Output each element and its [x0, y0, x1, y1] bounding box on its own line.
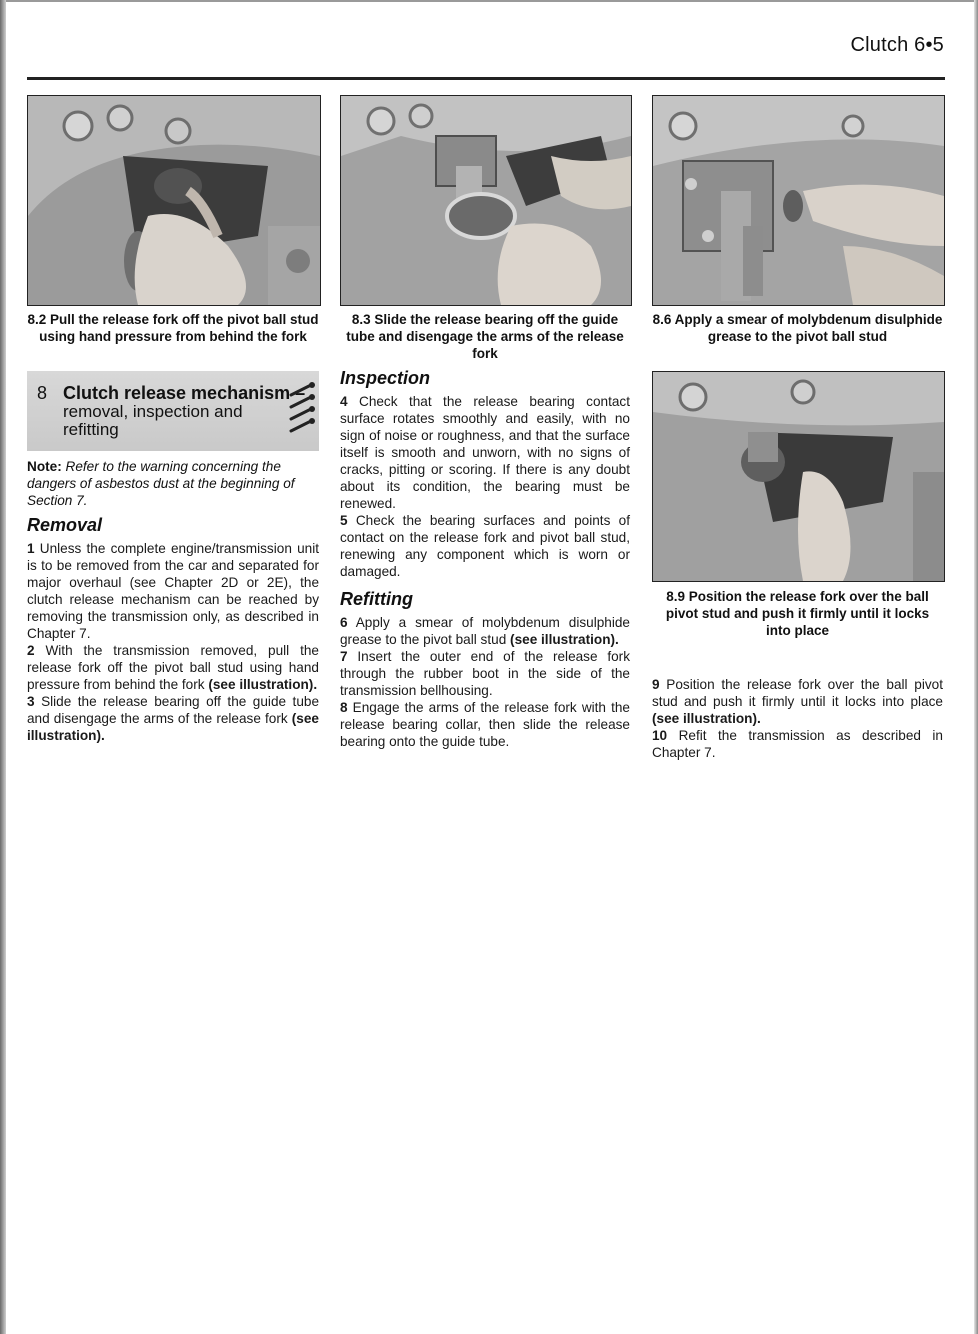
paragraph-8-number: 8 [340, 700, 348, 715]
refitting-heading: Refitting [340, 589, 413, 609]
paragraph-3-number: 3 [27, 694, 35, 709]
paragraph-4 [340, 393, 630, 512]
photo-8-9-image [653, 372, 944, 581]
section-heading [27, 371, 319, 451]
section-subtitle: removal, inspection and refitting [63, 402, 243, 439]
paragraph-6-illustration-ref: (see illustration). [510, 632, 619, 647]
caption-8-2-text: Pull the release fork off the pivot ball stud using hand pressure from behind the fork [39, 312, 319, 344]
paragraph-7 [340, 648, 630, 699]
page-edge-left [0, 0, 6, 1334]
paragraph-9-text: Position the release fork over the ball pivot stud and push it firmly until it locks into place [652, 677, 943, 709]
paragraph-9 [652, 676, 943, 727]
paragraph-4-number: 4 [340, 394, 348, 409]
caption-8-9-number: 8.9 [666, 589, 685, 604]
photo-8-2-image [28, 96, 320, 305]
paragraph-7-text: Insert the outer end of the release fork through the rubber boot in the side of the transmission bellhousing. [340, 649, 631, 698]
caption-8-6 [652, 311, 943, 345]
photo-8-6 [652, 95, 945, 306]
paragraph-2-text: With the transmission removed, pull the release fork off the pivot ball stud using hand pressure from behind the fork [27, 643, 319, 692]
paragraph-10-text: Refit the transmission as described in Chapter 7. [652, 728, 943, 760]
paragraph-2-illustration-ref: (see illustration). [208, 677, 318, 692]
paragraph-5 [340, 512, 630, 580]
caption-8-2 [27, 311, 319, 345]
paragraph-9-number: 9 [652, 677, 660, 692]
paragraph-3 [27, 693, 319, 744]
page-header: Clutch 6•5 [850, 34, 944, 56]
paragraph-6 [340, 614, 630, 648]
photo-8-3 [340, 95, 632, 306]
photo-8-9 [652, 371, 945, 582]
paragraph-1-text: Unless the complete engine/transmission unit is to be removed from the car and separated for major overhaul (see Chapter 2D or 2E), the clutch release mechanism can be reached by removing the transmission only, as described in Chapter 7. [27, 541, 319, 641]
photo-8-2 [27, 95, 321, 306]
paragraph-5-number: 5 [340, 513, 348, 528]
difficulty-spanner-icon [287, 381, 317, 443]
note-label: Note: [27, 459, 62, 474]
paragraph-2 [27, 642, 319, 693]
caption-8-3-number: 8.3 [351, 312, 371, 327]
paragraph-1-number: 1 [27, 541, 35, 556]
column-refitting-continued [652, 676, 943, 761]
caption-8-6-text: Apply a smear of molybdenum disulphide grease to the pivot ball stud [674, 312, 943, 344]
photo-8-3-image [341, 96, 631, 305]
note-text: Refer to the warning concerning the dangers of asbestos dust at the beginning of Section 7. [27, 459, 295, 508]
header-rule [27, 77, 945, 80]
section-number: 8 [37, 383, 48, 403]
page-edge-top [0, 0, 978, 2]
paragraph-8-text: Engage the arms of the release fork with the release bearing collar, then slide the release bearing onto the guide tube. [340, 700, 630, 749]
inspection-heading: Inspection [340, 368, 431, 388]
paragraph-4-text: Check that the release bearing contact surface rotates smoothly and easily, with no sign of noise or roughness, and that the surface itself is smooth and unworn, with no signs of cracks, pitting or scoring. If there is any doubt about its condition, the bearing must be renewed. [340, 394, 631, 511]
paragraph-6-number: 6 [340, 615, 348, 630]
paragraph-1 [27, 540, 319, 642]
photo-8-6-image [653, 96, 944, 305]
removal-heading: Removal [27, 515, 103, 535]
caption-8-6-number: 8.6 [652, 312, 672, 327]
paragraph-3-text: Slide the release bearing off the guide tube and disengage the arms of the release fork [27, 694, 320, 726]
page-edge-right [974, 0, 978, 1334]
paragraph-3-illustration-ref: (see illustration). [27, 711, 319, 743]
caption-8-3-text: Slide the release bearing off the guide tube and disengage the arms of the release fork [346, 312, 624, 361]
caption-8-9-text: Position the release fork over the ball pivot stud and push it firmly until it locks into place [665, 589, 930, 638]
column-removal [27, 514, 319, 744]
section-title: Clutch release mechanism – [63, 383, 306, 403]
paragraph-10 [652, 727, 943, 761]
caption-8-2-number: 8.2 [27, 312, 47, 327]
asbestos-note [27, 458, 319, 509]
paragraph-5-text: Check the bearing surfaces and points of contact on the release fork and pivot ball stud, renewing any component which is worn or damaged. [340, 513, 631, 579]
paragraph-8 [340, 699, 630, 750]
paragraph-9-illustration-ref: (see illustration). [652, 711, 761, 726]
column-inspection-refitting [340, 367, 630, 750]
paragraph-2-number: 2 [27, 643, 35, 658]
caption-8-3 [340, 311, 630, 362]
paragraph-7-number: 7 [340, 649, 348, 664]
paragraph-6-text: Apply a smear of molybdenum disulphide grease to the pivot ball stud [340, 615, 630, 647]
caption-8-9 [652, 588, 943, 639]
paragraph-10-number: 10 [652, 728, 668, 743]
